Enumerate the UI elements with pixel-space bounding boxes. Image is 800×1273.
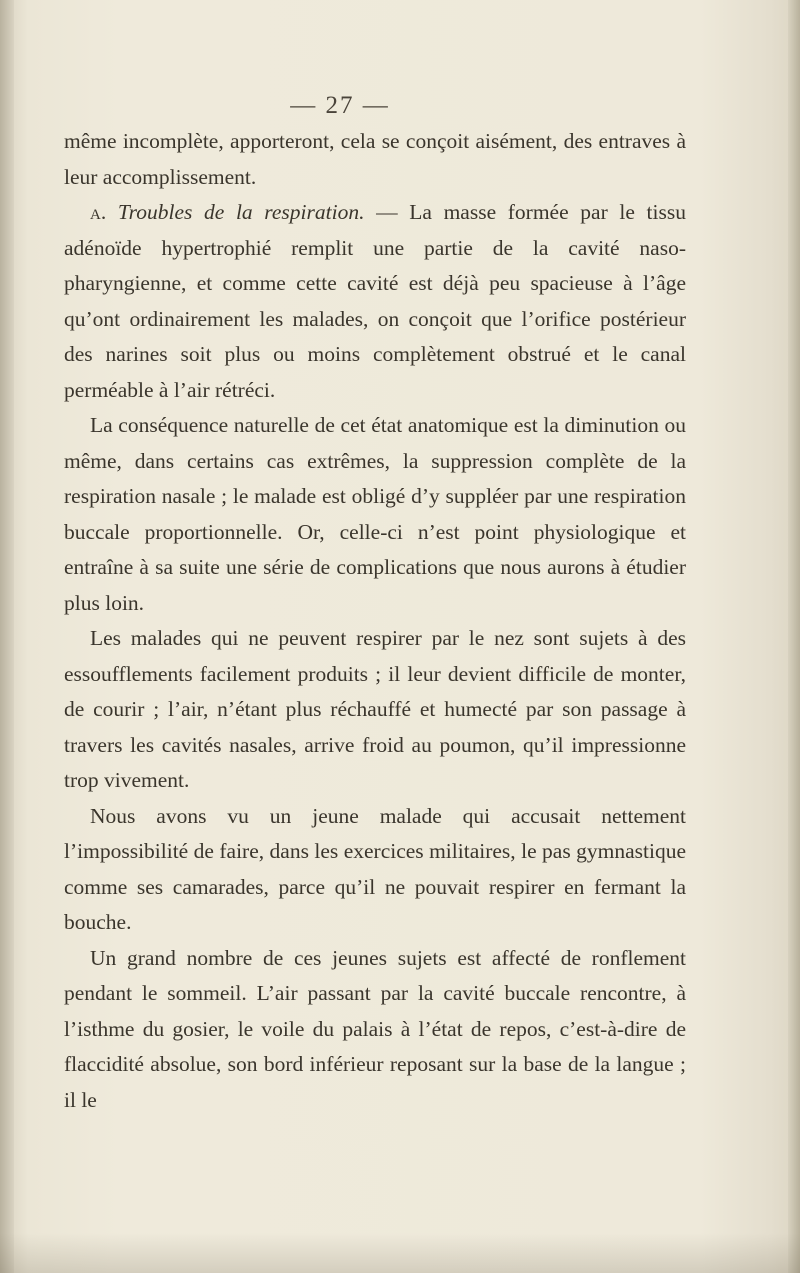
page-right-edge — [788, 0, 800, 1273]
paragraph-text: — La masse formée par le tissu adénoïde hypertrophié remplit une partie de la cavité naso-pharyngienne, et comme cette cavité est déjà peu spacieuse à l’âge qu’ont ordinairement les malades, on conçoit que l’orifice postérieur des narines soit plus ou moins complètement obstrué et le canal perméable à l’air rétréci. — [64, 200, 686, 402]
page-bottom-shadow — [0, 1233, 800, 1273]
paragraph — [64, 941, 686, 1119]
paragraph — [64, 408, 686, 621]
paragraph-section-a — [64, 195, 686, 408]
page-number: — 27 — — [290, 92, 390, 119]
paragraph-text: Un grand nombre de ces jeunes sujets est affecté de ronflement pendant le sommeil. L’air passant par la cavité buccale rencontre, à l’isthme du gosier, le voile du palais à l’état de repos, c’est-à-dire de flaccidité absolue, son bord inférieur reposant sur la base de la langue ; il le — [64, 945, 686, 1112]
body-text — [64, 124, 686, 1118]
paragraph-text: Les malades qui ne peuvent respirer par le nez sont sujets à des essoufflements facilement produits ; il leur devient difficile de monter, de courir ; l’air, n’étant plus réchauffé et humecté par son passage à travers les cavités nasales, arrive froid au poumon, qu’il impressionne trop vivement. — [64, 626, 686, 792]
paragraph-text: même incomplète, apporteront, cela se conçoit aisément, des entraves à leur accomplissement. — [64, 129, 686, 189]
paragraph-text: La conséquence naturelle de cet état anatomique est la diminution ou même, dans certains cas extrêmes, la suppression complète de la respiration nasale ; le malade est obligé d’y suppléer par une respiration buccale proportionnelle. Or, celle-ci n’est point physiologique et entraîne à sa suite une série de complications que nous aurons à étudier plus loin. — [64, 413, 686, 615]
section-title: Troubles de la respiration. — [117, 200, 365, 224]
paragraph-text: Nous avons vu un jeune malade qui accusait nettement l’impossibilité de faire, dans les exercices militaires, le pas gymnastique comme ses camarades, parce qu’il ne pouvait respirer en fermant la bouche. — [64, 803, 686, 934]
page-left-edge — [0, 0, 14, 1273]
paragraph — [64, 621, 686, 799]
paragraph-continuation — [64, 124, 686, 195]
section-letter: a. — [90, 200, 107, 224]
paragraph — [64, 799, 686, 941]
